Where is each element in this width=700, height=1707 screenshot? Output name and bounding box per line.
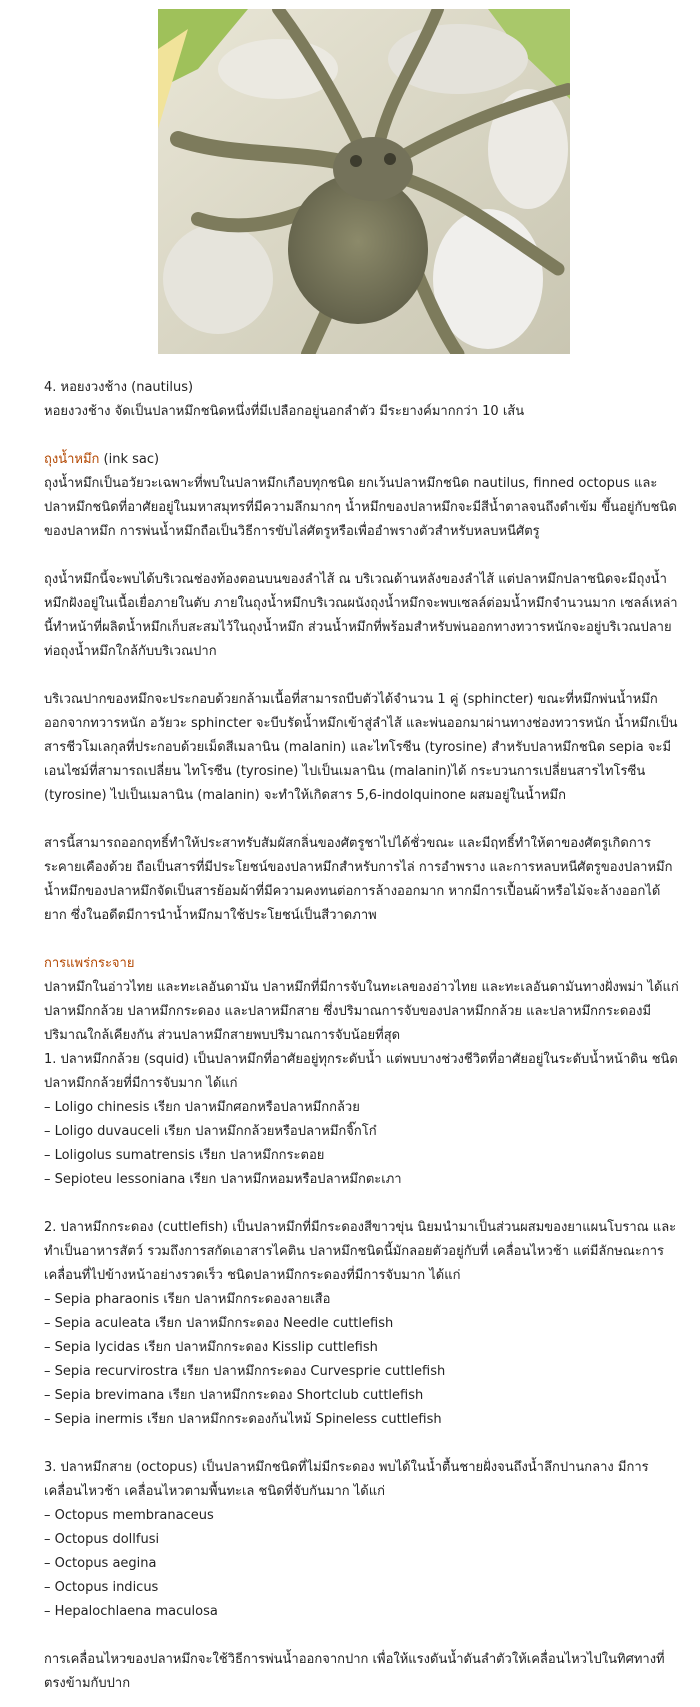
ink-sac-paragraph-2: ถุงน้ำหมึกนี้จะพบได้บริเวณช่องท้องตอนบนของลำไส้ ณ บริเวณด้านหลังของลำไส้ แต่ปลาหมึกปลาชนิดจะมีถุงน้ำหมึกฝังอยู่ในเนื้อเยื่อภายในตับ ภายในถุงน้ำหมึกบริเวณผนังถุงน้ำหมึกจะพบเซลล์ต่อมน้ำหมึกจำนวนมาก เซลล์เหล่านี้ทำหน้าที่ผลิตน้ำหมึกเก็บสะสมไว้ในถุงน้ำหมึก ส่วนน้ำหมึกที่พร้อมสำหรับพ่นออกทางทวารหนักจะอยู่บริเวณปลายท่อถุงน้ำหมึกใกล้กับบริเวณปาก [44,572,678,659]
octopus-title: 3. ปลาหมึกสาย (octopus) เป็นปลาหมึกชนิดที่ไม่มีกระดอง พบได้ในน้ำตื้นชายฝั่งจนถึงน้ำลึกปานกลาง มีการเคลื่อนไหวช้า เคลื่อนไหวตามพื้นทะเล ชนิดที่จับกันมาก ได้แก่ [44,1460,649,1499]
ink-sac-heading [44,448,680,472]
cuttlefish-title: 2. ปลาหมึกกระดอง (cuttlefish) เป็นปลาหมึกที่มีกระดองสีขาวขุ่น นิยมนำมาเป็นส่วนผสมของยาแผนโบราณ และทำเป็นอาหารสัตว์ รวมถึงการสกัดเอาสารไคติน ปลาหมึกชนิดนี้มักลอยตัวอยู่กับที่ เคลื่อนไหวช้า แต่มีลักษณะการเคลื่อนที่ไปข้างหน้าอย่างรวดเร็ว ชนิดปลาหมึกกระดองที่มีการจับมาก ได้แก่ [44,1220,677,1283]
article-content [44,376,680,1696]
ink-sac-paragraph-1: ถุงน้ำหมึกเป็นอวัยวะเฉพาะที่พบในปลาหมึกเกือบทุกชนิด ยกเว้นปลาหมึกชนิด nautilus, finned octopus และปลาหมึกชนิดที่อาศัยอยู่ในมหาสมุทรที่มีความลึกมากๆ น้ำหมึกของปลาหมึกจะมีสีน้ำตาลจนถึงดำเข้ม ขึ้นอยู่กับชนิดของปลาหมึก การพ่นน้ำหมึกถือเป็นวิธีการขับไล่ศัตรูหรือเพื่ออำพรางตัวสำหรับหลบหนีศัตรู [44,476,677,539]
list-item: – Sepia inermis เรียก ปลาหมึกกระดองก้นไหม้ Spineless cuttlefish [44,1412,442,1427]
list-item: – Sepioteu lessoniana เรียก ปลาหมึกหอมหรือปลาหมึกตะเภา [44,1172,402,1187]
list-item: – Loligolus sumatrensis เรียก ปลาหมึกกระตอย [44,1148,325,1163]
list-item: – Loligo chinesis เรียก ปลาหมึกศอกหรือปลาหมึกกล้วย [44,1100,360,1115]
ink-sac-paragraph-3: บริเวณปากของหมึกจะประกอบด้วยกล้ามเนื้อที่สามารถบีบตัวได้จำนวน 1 คู่ (sphincter) ขณะที่หมึกพ่นน้ำหมึกออกจากทวารหนัก อวัยวะ sphincter จะบีบรัดน้ำหมึกเข้าสู่ลำไส้ และพ่นออกมาผ่านทางช่องทวารหนัก น้ำหมึกเป็นสารชีวโมเลกุลที่ประกอบด้วยเม็ดสีเมลานิน (malanin) และไทโรซีน (tyrosine) สำหรับปลาหมึกชนิด sepia จะมีเอนไซม์ที่สามารถเปลี่ยน ไทโรซีน (tyrosine) ไปเป็นเมลานิน (malanin)ได้ กระบวนการเปลี่ยนสารไทโรซีน (tyrosine) ไปเป็นเมลานิน (malanin) จะทำให้เกิดสาร 5,6-indolquinone ผสมอยู่ในน้ำหมึก [44,692,678,803]
ink-sac-heading-text: ถุงน้ำหมึก [44,452,100,467]
nautilus-text: หอยงวงช้าง จัดเป็นปลาหมึกชนิดหนึ่งที่มีเปลือกอยู่นอกลำตัว มีระยางค์มากกว่า 10 เส้น [44,404,525,419]
list-item: – Octopus membranaceus [44,1508,214,1523]
octopus-list [44,1504,680,1624]
closing-paragraph: การเคลื่อนไหวของปลาหมึกจะใช้วิธีการพ่นน้ำออกจากปาก เพื่อให้แรงดันน้ำดันลำตัวให้เคลื่อนไหวไปในทิศทางที่ตรงข้ามกับปาก [44,1652,665,1691]
squid-list [44,1096,680,1192]
list-item: – Octopus indicus [44,1580,159,1595]
cuttlefish-list [44,1288,680,1432]
nautilus-title: 4. หอยงวงช้าง (nautilus) [44,380,194,395]
list-item: – Octopus aegina [44,1556,157,1571]
list-item: – Sepia recurvirostra เรียก ปลาหมึกกระดอง Curvesprie cuttlefish [44,1364,446,1379]
list-item: – Hepalochlaena maculosa [44,1604,218,1619]
list-item: – Sepia aculeata เรียก ปลาหมึกกระดอง Needle cuttlefish [44,1316,394,1331]
list-item: – Sepia pharaonis เรียก ปลาหมึกกระดองลายเสือ [44,1292,331,1307]
distribution-heading: การแพร่กระจาย [44,956,135,971]
octopus-photo [158,9,570,354]
ink-sac-heading-en: (ink sac) [99,452,160,467]
list-item: – Octopus dollfusi [44,1532,160,1547]
list-item: – Loligo duvauceli เรียก ปลาหมึกกล้วยหรือปลาหมึกจิ๊กโก๋ [44,1124,377,1139]
list-item: – Sepia brevimana เรียก ปลาหมึกกระดอง Shortclub cuttlefish [44,1388,424,1403]
octopus-image [158,9,570,354]
distribution-intro: ปลาหมึกในอ่าวไทย และทะเลอันดามัน ปลาหมึกที่มีการจับในทะเลของอ่าวไทย และทะเลอันดามันทางฝั่งพม่า ได้แก่ ปลาหมึกกล้วย ปลาหมึกกระดอง และปลาหมึกสาย ซึ่งปริมาณการจับของปลาหมึกกล้วย และปลาหมึกกระดองมีปริมาณใกล้เคียงกัน ส่วนปลาหมึกสายพบปริมาณการจับน้อยที่สุด [44,980,679,1043]
list-item: – Sepia lycidas เรียก ปลาหมึกกระดอง Kisslip cuttlefish [44,1340,378,1355]
ink-sac-paragraph-4: สารนี้สามารถออกฤทธิ์ทำให้ประสาทรับสัมผัสกลิ่นของศัตรูชาไปได้ชั่วขณะ และมีฤทธิ์ทำให้ตาของศัตรูเกิดการระคายเคืองด้วย ถือเป็นสารที่มีประโยชน์ของปลาหมึกสำหรับการไล่ การอำพราง และการหลบหนีศัตรูของปลาหมึก น้ำหมึกของปลาหมึกจัดเป็นสารย้อมผ้าที่มีความคงทนต่อการล้างออกมาก หากมีการเปื้อนผ้าหรือไม้จะล้างออกได้ยาก ซึ่งในอดีตมีการนำน้ำหมึกมาใช้ประโยชน์เป็นสีวาดภาพ [44,836,673,923]
squid-title: 1. ปลาหมึกกล้วย (squid) เป็นปลาหมึกที่อาศัยอยู่ทุกระดับน้ำ แต่พบบางช่วงชีวิตที่อาศัยอยู่ในระดับน้ำหน้าดิน ชนิดปลาหมึกกล้วยที่มีการจับมาก ได้แก่ [44,1052,678,1091]
